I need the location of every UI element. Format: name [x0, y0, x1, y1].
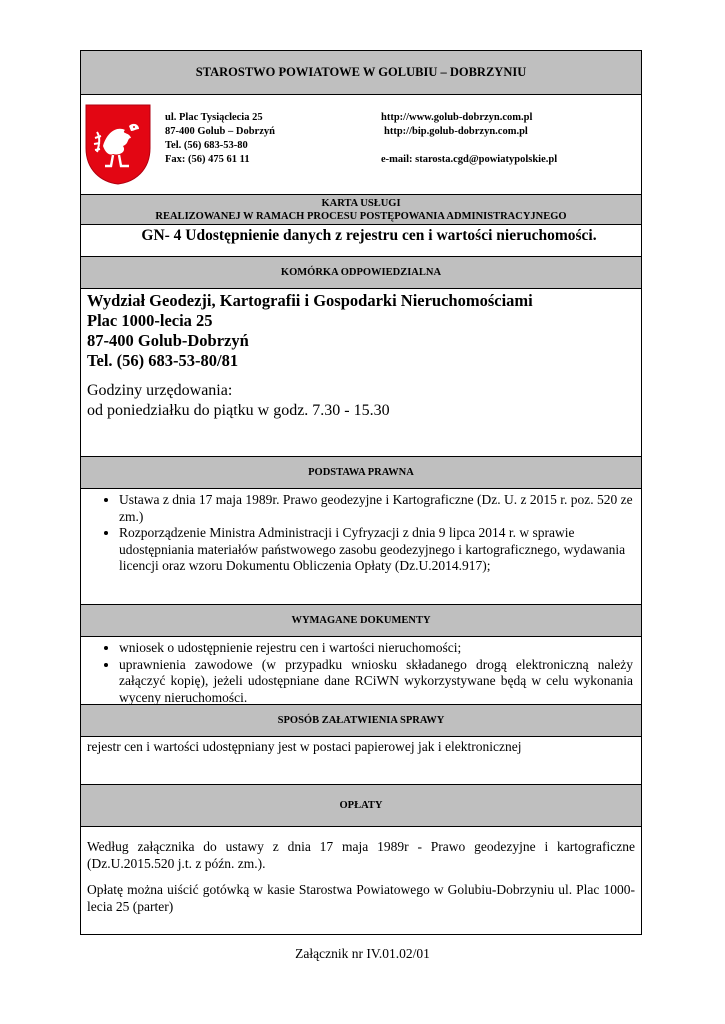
sposob-row: [81, 737, 641, 785]
address-street: ul. Plac Tysiąclecia 25: [165, 112, 263, 123]
department-city: 87-400 Golub-Dobrzyń: [87, 331, 249, 350]
required-documents-list: [81, 640, 633, 706]
karta-title: KARTA USŁUGI: [321, 198, 401, 209]
list-item: • uprawnienia zawodowe (w przypadku wniosku składanego drogą elektroniczną należy załączyć kopię), jeżeli udostępniane dane RCiWN wykorzystywane będą w celu wykonania wyceny nieruchomości.: [119, 657, 633, 707]
podstawa-heading: PODSTAWA PRAWNA: [308, 467, 414, 478]
service-title-row: [81, 225, 641, 257]
address-block: [165, 111, 275, 167]
oplaty-heading-row: [81, 785, 641, 827]
sposob-heading: SPOSÓB ZAŁATWIENIA SPRAWY: [277, 715, 445, 726]
legal-basis-list: [81, 492, 633, 575]
office-title: STAROSTWO POWIATOWE W GOLUBIU – DOBRZYNIU: [195, 65, 527, 79]
komorka-heading: KOMÓRKA ODPOWIEDZIALNA: [280, 267, 442, 278]
service-title: GN- 4 Udostępnienie danych z rejestru cen i wartości nieruchomości.: [141, 227, 597, 244]
wymagane-heading: WYMAGANE DOKUMENTY: [291, 615, 431, 626]
phone-number: Tel. (56) 683-53-80: [165, 140, 248, 151]
website-link[interactable]: http://www.golub-dobrzyn.com.pl: [381, 112, 533, 123]
karta-subtitle: REALIZOWANEJ W RAMACH PROCESU POSTĘPOWANIA ADMINISTRACYJNEGO: [155, 211, 567, 222]
contact-row: [81, 95, 641, 195]
sposob-text: rejestr cen i wartości udostępniany jest w postaci papierowej jak i elektronicznej: [87, 739, 522, 754]
podstawa-row: [81, 489, 641, 605]
web-block: [381, 111, 557, 167]
oplaty-paragraph-2: Opłatę można uiścić gotówką w kasie Starostwa Powiatowego w Golubiu-Dobrzyniu ul. Plac 1000-lecia 25 (parter): [87, 882, 635, 914]
podstawa-heading-row: [81, 457, 641, 489]
department-street: Plac 1000-lecia 25: [87, 311, 213, 330]
attachment-number: Załącznik nr IV.01.02/01: [295, 946, 430, 961]
oplaty-row: [81, 827, 641, 934]
fax-number: Fax: (56) 475 61 11: [165, 154, 250, 165]
karta-row: [81, 195, 641, 225]
wymagane-row: [81, 637, 641, 705]
office-hours-label: Godziny urzędowania:: [87, 382, 233, 399]
sposob-heading-row: [81, 705, 641, 737]
oplaty-paragraph-1: Według załącznika do ustawy z dnia 17 maja 1989r - Prawo geodezyjne i kartograficzne (Dz.U.2015.520 j.t. z późn. zm.).: [87, 839, 635, 871]
list-item: • wniosek o udostępnienie rejestru cen i wartości nieruchomości;: [119, 640, 633, 657]
komorka-heading-row: [81, 257, 641, 289]
oplaty-heading: OPŁATY: [339, 800, 383, 811]
wymagane-heading-row: [81, 605, 641, 637]
header-row: [81, 51, 641, 95]
bip-link[interactable]: http://bip.golub-dobrzyn.com.pl: [384, 126, 528, 137]
list-item: • Rozporządzenie Ministra Administracji i Cyfryzacji z dnia 9 lipca 2014 r. w sprawie udostępniania materiałów państwowego zasobu geodezyjnego i kartograficznego, wydawania licencji oraz wzoru Dokumentu Obliczenia Opłaty (Dz.U.2014.917);: [119, 525, 633, 575]
list-item: • Ustawa z dnia 17 maja 1989r. Prawo geodezyjne i Kartograficzne (Dz. U. z 2015 r. poz. 520 ze zm.): [119, 492, 633, 525]
office-hours-value: od poniedziałku do piątku w godz. 7.30 - 15.30: [87, 402, 390, 419]
department-phone: Tel. (56) 683-53-80/81: [87, 351, 239, 370]
address-city: 87-400 Golub – Dobrzyń: [165, 126, 275, 137]
email-link[interactable]: e-mail: starosta.cgd@powiatypolskie.pl: [381, 154, 558, 165]
department-name: Wydział Geodezji, Kartografii i Gospodarki Nieruchomościami: [87, 291, 533, 310]
coat-of-arms-icon: [83, 102, 153, 186]
service-card: [80, 50, 642, 935]
komorka-row: [81, 289, 641, 457]
